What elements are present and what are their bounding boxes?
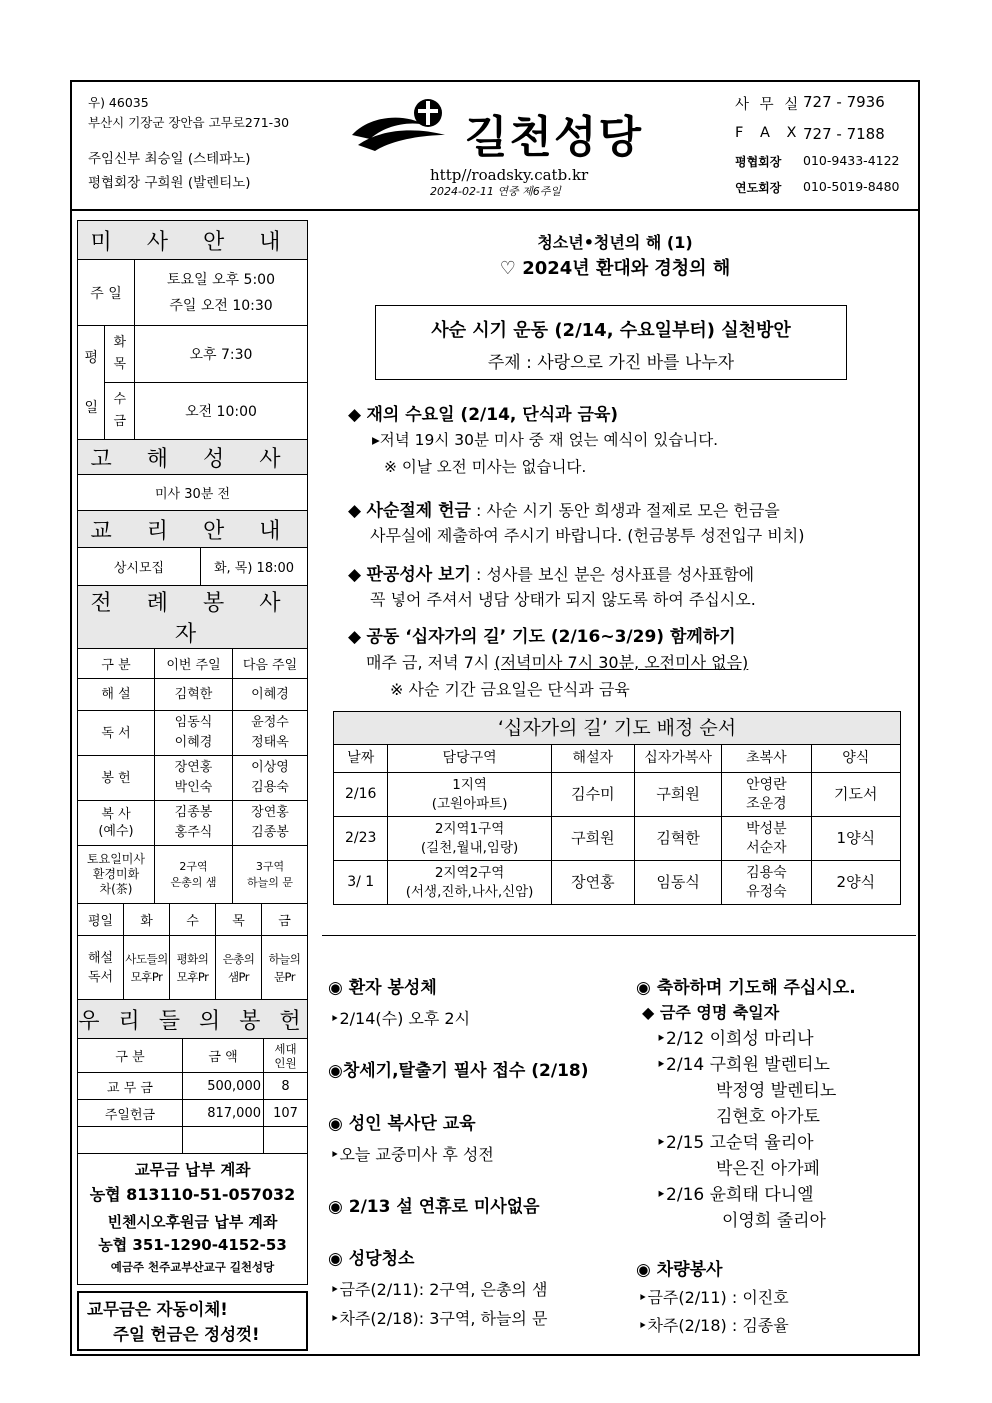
feast-item: 박정영 발렌티노 — [716, 1081, 837, 1101]
servers-head: 다음 주일 — [233, 649, 308, 679]
logo-emblem-icon — [350, 95, 470, 157]
server-name: 홍주식 — [174, 825, 213, 840]
altar-server-title: ◉ 성인 복사단 교육 — [328, 1114, 476, 1134]
cleaning-title: ◉ 성당청소 — [328, 1249, 415, 1269]
pastor: 주임신부 최승일 (스테파노) — [88, 151, 251, 167]
offering-name: 주일헌금 — [78, 1100, 183, 1127]
servers-row — [78, 756, 308, 801]
server-name: 박인숙 — [174, 780, 213, 795]
server-name: 김종봉 — [174, 805, 213, 820]
weekday-role: 해설 독서 — [78, 936, 124, 1000]
main-title — [330, 230, 900, 282]
server-next-week — [233, 801, 308, 846]
cross-cell-date: 2/23 — [334, 817, 388, 861]
wed-fri-label: 수 금 — [105, 383, 135, 440]
mass-title: 미 사 안 내 — [78, 221, 308, 260]
tue-thu-label: 화 목 — [105, 326, 135, 383]
cross-head: 담당구역 — [388, 745, 551, 773]
server-name: 이상영 — [251, 760, 289, 775]
cross-cell-form: 1양식 — [811, 817, 900, 861]
feast-item: ‣2/15 고순덕 율리아 — [656, 1133, 814, 1153]
slogan-line2: 주일 헌금은 정성껏! — [113, 1325, 260, 1344]
website-url[interactable]: http//roadsky.catb.kr — [430, 166, 589, 184]
cross-cell-date: 3/ 1 — [334, 861, 388, 905]
catechism-left: 상시모집 — [78, 548, 201, 586]
lent-offering-line2: 사무실에 제출하여 주시기 바랍니다. (헌금봉투 성전입구 비치) — [370, 526, 805, 545]
offering-name — [78, 1127, 183, 1154]
car-service-title: ◉ 차량봉사 — [636, 1260, 723, 1280]
cross-cell-form: 2양식 — [811, 861, 900, 905]
cross-cell-cross: 임동식 — [634, 861, 721, 905]
server-name: 이혜경 — [251, 686, 289, 702]
sunday-label: 주 일 — [78, 260, 135, 326]
offering-amount: 817,000 — [183, 1100, 264, 1127]
bullet-ash-wednesday: ◆ 재의 수요일 (2/14, 단식과 금육) — [348, 405, 619, 425]
servers-row — [78, 711, 308, 756]
car-service-item1: ‣금주(2/11) : 이진호 — [638, 1288, 789, 1307]
tue-thu-time: 오후 7:30 — [135, 326, 308, 383]
lent-box-theme: 주제 : 사랑으로 가진 바를 나누자 — [487, 353, 735, 373]
server-this-week — [155, 711, 233, 756]
offering-count: 8 — [264, 1073, 308, 1100]
wed-fri-time: 오전 10:00 — [135, 383, 308, 440]
bible-copy-title: ◉창세기,탈출기 필사 접수 (2/18) — [328, 1061, 589, 1081]
account-info — [77, 1154, 308, 1285]
account2-number: 농협 351-1290-4152-53 — [98, 1236, 287, 1254]
cross-head: 날짜 — [334, 745, 388, 773]
fax-label: F A X — [735, 125, 803, 141]
feast-item: ‣2/12 이희성 마리나 — [656, 1029, 814, 1049]
catechism-title: 교 리 안 내 — [78, 511, 308, 548]
cross-cell-area: 2지역1구역 (길천,월내,임랑) — [388, 817, 551, 861]
weekday-server: 사도들의 모후Pr — [124, 936, 170, 1000]
sick-communion-title: ◉ 환자 봉성체 — [328, 978, 437, 998]
server-role: 해 설 — [78, 679, 155, 711]
header-divider — [70, 209, 920, 211]
weekday-server: 은총의 샘Pr — [216, 936, 262, 1000]
account-holder: 예금주 천주교부산교구 길천성당 — [110, 1260, 275, 1274]
offering-row — [78, 1073, 308, 1100]
cleanup-this: 2구역 은총의 샘 — [155, 846, 233, 904]
yeondo-number: 010-5019-8480 — [803, 179, 900, 194]
church-name: 길천성당 — [465, 112, 644, 163]
office-number: 727 - 7936 — [803, 93, 885, 111]
servers-table — [77, 648, 308, 904]
cleaning-item1: ‣금주(2/11): 2구역, 은총의 샘 — [330, 1280, 548, 1299]
cross-head: 십자가복사 — [634, 745, 721, 773]
cross-cell-narr: 장연홍 — [551, 861, 634, 905]
server-role: 독 서 — [78, 711, 155, 756]
bullet-confession: ◆ 판공성사 보기 : 성사를 보신 분은 성사표를 성사표함에 — [348, 565, 755, 585]
ash-wed-line2: ※ 이날 오전 미사는 없습니다. — [384, 458, 587, 476]
cleaning-item2: ‣차주(2/18): 3구역, 하늘의 문 — [330, 1309, 548, 1328]
feast-item: ‣2/14 구희원 발렌티노 — [656, 1055, 830, 1075]
car-service-item2: ‣차주(2/18) : 김종율 — [638, 1316, 789, 1335]
cross-cell-narr: 김수미 — [551, 773, 634, 817]
offering-head: 세대 인원 — [264, 1039, 308, 1073]
bullet-way-of-cross: ◆ 공동 ‘십자가의 길’ 기도 (2/16~3/29) 함께하기 — [348, 627, 736, 647]
cross-cell-candle: 김용숙 유정숙 — [722, 861, 811, 905]
no-mass-title: ◉ 2/13 설 연휴로 미사없음 — [328, 1197, 540, 1217]
cross-row — [334, 861, 901, 905]
offering-amount — [183, 1127, 264, 1154]
servers-title: 전 례 봉 사 자 — [78, 586, 308, 649]
header-left — [88, 92, 289, 194]
yeondo-label: 연도회장 — [735, 181, 782, 195]
cross-cell-date: 2/16 — [334, 773, 388, 817]
catechism-table — [77, 547, 308, 649]
altar-server-item: ‣오늘 교중미사 후 성전 — [330, 1145, 494, 1164]
weekday-servers-table — [77, 903, 308, 1000]
postal-code: 우) 46035 — [88, 95, 149, 110]
slogan-line1: 교무금은 자동이체! — [87, 1300, 228, 1319]
feast-item: 이영희 줄리아 — [722, 1211, 826, 1231]
lent-box — [375, 305, 847, 380]
weekday-label: 평 일 — [78, 326, 105, 440]
servers-head: 구 분 — [78, 649, 155, 679]
mass-schedule-table — [77, 220, 308, 548]
cleanup-row — [78, 846, 308, 904]
offering-head: 구 분 — [78, 1039, 183, 1073]
offering-name: 교 무 금 — [78, 1073, 183, 1100]
account1-title: 교무금 납부 계좌 — [134, 1161, 251, 1179]
sick-communion-item: ‣2/14(수) 오후 2시 — [330, 1009, 471, 1028]
bullet-lent-offering: ◆ 사순절제 헌금 : 사순 시기 동안 희생과 절제로 모은 헌금을 — [348, 501, 780, 521]
confession-line2: 꼭 넣어 주셔서 냉담 상태가 되지 않도록 하여 주십시오. — [370, 590, 756, 609]
cross-cell-form: 기도서 — [811, 773, 900, 817]
offering-row — [78, 1100, 308, 1127]
lent-box-title: 사순 시기 운동 (2/14, 수요일부터) 실천방안 — [431, 320, 791, 341]
cross-cell-narr: 구희원 — [551, 817, 634, 861]
cross-cell-cross: 김혁한 — [634, 817, 721, 861]
server-next-week — [233, 711, 308, 756]
weekday-server: 평화의 모후Pr — [170, 936, 216, 1000]
cross-cell-candle: 안영란 조운경 — [722, 773, 811, 817]
cleanup-next: 3구역 하늘의 문 — [233, 846, 308, 904]
weekday-head: 수 — [170, 904, 216, 936]
server-this-week — [155, 801, 233, 846]
office-label: 사 무 실 — [735, 97, 802, 113]
ash-wed-line1: ▸저녁 19시 30분 미사 중 재 얹는 예식이 있습니다. — [372, 431, 719, 449]
cross-row — [334, 817, 901, 861]
weekday-server: 하늘의 문Pr — [262, 936, 308, 1000]
server-name: 김혁한 — [174, 686, 213, 702]
way-of-cross-table — [333, 711, 901, 905]
server-this-week — [155, 756, 233, 801]
servers-row — [78, 801, 308, 846]
pyeonghyeop-label: 평협회장 — [735, 155, 782, 169]
feast-item: 박은진 아가페 — [716, 1159, 820, 1179]
offering-count — [264, 1127, 308, 1154]
server-role: 복 사 (예수) — [78, 801, 155, 846]
server-name: 이혜경 — [174, 735, 213, 750]
saturday-time: 토요일 오후 5:00 — [167, 271, 275, 288]
section-divider — [322, 935, 916, 936]
account1-number: 농협 813110-51-057032 — [89, 1185, 296, 1204]
server-next-week — [233, 679, 308, 711]
catechism-right: 화, 목) 18:00 — [201, 548, 308, 586]
weekday-head-row — [78, 904, 308, 936]
cross-head: 양식 — [811, 745, 900, 773]
church-logo — [350, 95, 680, 165]
cross-cell-cross: 구희원 — [634, 773, 721, 817]
pyeonghyeop-number: 010-9433-4122 — [803, 153, 900, 168]
sidebar — [77, 220, 308, 1351]
server-next-week — [233, 756, 308, 801]
title-line2: ♡ 2024년 환대와 경청의 해 — [499, 258, 731, 279]
weekday-row — [78, 936, 308, 1000]
cross-head: 초복사 — [722, 745, 811, 773]
feast-subtitle: ◆ 금주 영명 축일자 — [642, 1003, 780, 1022]
servers-head: 이번 주일 — [155, 649, 233, 679]
server-name: 윤정수 — [251, 715, 289, 730]
way-of-cross-line2: ※ 사순 기간 금요일은 단식과 금육 — [390, 680, 630, 699]
celebration-title: ◉ 축하하며 기도해 주십시오. — [636, 978, 856, 998]
weekday-head: 화 — [124, 904, 170, 936]
weekday-head: 목 — [216, 904, 262, 936]
weekday-head: 금 — [262, 904, 308, 936]
server-name: 김용숙 — [251, 780, 289, 795]
cross-cell-candle: 박성분 서순자 — [722, 817, 811, 861]
confession-text: 미사 30분 전 — [78, 475, 308, 511]
way-of-cross-line1: 매주 금, 저녁 7시 (저녁미사 7시 30분, 오전미사 없음) — [366, 653, 749, 672]
offering-table — [77, 999, 308, 1154]
server-name: 장연홍 — [251, 805, 289, 820]
offering-head: 금 액 — [183, 1039, 264, 1073]
offering-title: 우 리 들 의 봉 헌 — [78, 1000, 308, 1039]
fax-number: 727 - 7188 — [803, 125, 885, 143]
server-name: 임동식 — [174, 715, 213, 730]
cleanup-role: 토요일미사 환경미화 차(茶) — [78, 846, 155, 904]
account2-title: 빈첸시오후원금 납부 계좌 — [107, 1213, 278, 1231]
offering-count: 107 — [264, 1100, 308, 1127]
offering-row — [78, 1127, 308, 1154]
offering-amount: 500,000 — [183, 1073, 264, 1100]
feast-item: 김현호 아가토 — [716, 1107, 820, 1127]
server-name: 장연홍 — [174, 760, 213, 775]
cross-row — [334, 773, 901, 817]
title-line1: 청소년•청년의 해 (1) — [537, 233, 693, 252]
slogan-box — [77, 1291, 308, 1351]
weekday-head: 평일 — [78, 904, 124, 936]
server-this-week — [155, 679, 233, 711]
cross-table-title: ‘십자가의 길’ 기도 배정 순서 — [334, 712, 901, 745]
server-name: 정태옥 — [251, 735, 289, 750]
server-name: 김종봉 — [251, 825, 289, 840]
cross-cell-area: 1지역 (고원아파트) — [388, 773, 551, 817]
feast-item: ‣2/16 윤희태 다니엘 — [656, 1185, 814, 1205]
bulletin-date: 2024-02-11 연중 제6주일 — [430, 185, 562, 198]
address: 부산시 기장군 장안읍 고무로271-30 — [88, 115, 290, 130]
confession-title: 고 해 성 사 — [78, 440, 308, 475]
server-role: 봉 헌 — [78, 756, 155, 801]
cross-cell-area: 2지역2구역 (서생,진하,나사,신암) — [388, 861, 551, 905]
sunday-time: 주일 오전 10:30 — [169, 297, 273, 314]
cross-head: 해설자 — [551, 745, 634, 773]
council-head: 평협회장 구희원 (발렌티노) — [88, 175, 251, 191]
servers-row — [78, 679, 308, 711]
